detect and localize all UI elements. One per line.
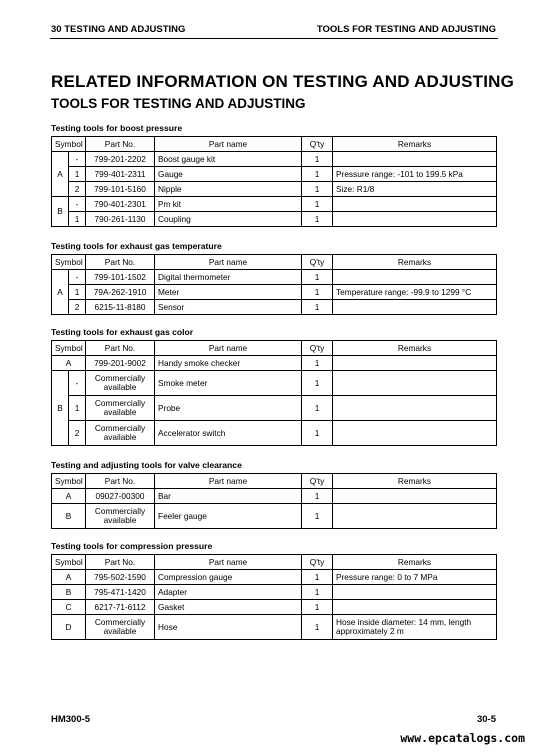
qty-cell: 1 <box>302 570 333 585</box>
qty-cell: 1 <box>302 152 333 167</box>
remarks-cell <box>333 396 497 421</box>
symbol-cell: A <box>52 152 69 197</box>
remarks-cell <box>333 212 497 227</box>
symbol-cell: A <box>52 570 86 585</box>
qty-cell: 1 <box>302 504 333 529</box>
remarks-cell <box>333 585 497 600</box>
col-part-name: Part name <box>155 255 302 270</box>
qty-cell: 1 <box>302 421 333 446</box>
part-no-cell: 6215-11-8180 <box>86 300 155 315</box>
table-row <box>52 285 497 300</box>
col-remarks: Remarks <box>333 137 497 152</box>
qty-cell: 1 <box>302 371 333 396</box>
table-row <box>52 489 497 504</box>
header-rule <box>50 38 498 39</box>
sub-number-cell: 1 <box>69 167 86 182</box>
table-compression-pressure <box>51 554 497 640</box>
col-remarks: Remarks <box>333 474 497 489</box>
table-row <box>52 167 497 182</box>
part-name-cell: Nipple <box>155 182 302 197</box>
col-part-name: Part name <box>155 555 302 570</box>
part-no-cell: 79A-262-1910 <box>86 285 155 300</box>
col-symbol: Symbol <box>52 474 86 489</box>
part-no-cell: 799-101-1502 <box>86 270 155 285</box>
section-title-exhaust-color: Testing tools for exhaust gas color <box>51 327 194 337</box>
qty-cell: 1 <box>302 197 333 212</box>
qty-cell: 1 <box>302 182 333 197</box>
part-no-cell: Commercially available <box>86 421 155 446</box>
sub-number-cell: - <box>69 197 86 212</box>
table-header-row <box>52 255 497 270</box>
part-no-cell: Commercially available <box>86 504 155 529</box>
table-row <box>52 396 497 421</box>
part-name-cell: Meter <box>155 285 302 300</box>
sub-number-cell: - <box>69 152 86 167</box>
sub-number-cell: 1 <box>69 285 86 300</box>
col-qty: Q'ty <box>302 255 333 270</box>
part-name-cell: Sensor <box>155 300 302 315</box>
part-name-cell: Compression gauge <box>155 570 302 585</box>
part-no-cell: 790-261-1130 <box>86 212 155 227</box>
part-no-cell: 790-401-2301 <box>86 197 155 212</box>
col-qty: Q'ty <box>302 555 333 570</box>
part-no-cell: 799-201-2202 <box>86 152 155 167</box>
col-qty: Q'ty <box>302 474 333 489</box>
table-row <box>52 270 497 285</box>
remarks-cell <box>333 504 497 529</box>
part-name-cell: Probe <box>155 396 302 421</box>
sub-number-cell: - <box>69 371 86 396</box>
remarks-cell <box>333 600 497 615</box>
col-part-name: Part name <box>155 474 302 489</box>
section-title-valve-clearance: Testing and adjusting tools for valve clearance <box>51 460 242 470</box>
part-no-cell: Commercially available <box>86 371 155 396</box>
part-no-cell: 795-471-1420 <box>86 585 155 600</box>
table-header-row <box>52 137 497 152</box>
watermark-link[interactable]: www.epcatalogs.com <box>400 731 525 745</box>
footer-page-number: 30-5 <box>476 714 496 725</box>
part-no-cell: 799-401-2311 <box>86 167 155 182</box>
page-subtitle: TOOLS FOR TESTING AND ADJUSTING <box>51 96 306 111</box>
symbol-cell: B <box>52 197 69 227</box>
remarks-cell: Hose inside diameter: 14 mm, length approximately 2 m <box>333 615 497 640</box>
symbol-cell: A <box>52 356 86 371</box>
remarks-cell <box>333 197 497 212</box>
col-symbol: Symbol <box>52 255 86 270</box>
col-symbol: Symbol <box>52 137 86 152</box>
part-name-cell: Hose <box>155 615 302 640</box>
table-header-row <box>52 341 497 356</box>
part-name-cell: Digital thermometer <box>155 270 302 285</box>
col-remarks: Remarks <box>333 341 497 356</box>
col-part-no: Part No. <box>86 137 155 152</box>
table-row <box>52 182 497 197</box>
part-name-cell: Boost gauge kit <box>155 152 302 167</box>
table-exhaust-temperature <box>51 254 497 315</box>
part-name-cell: Handy smoke checker <box>155 356 302 371</box>
qty-cell: 1 <box>302 600 333 615</box>
table-header-row <box>52 474 497 489</box>
table-row <box>52 356 497 371</box>
remarks-cell <box>333 270 497 285</box>
qty-cell: 1 <box>302 270 333 285</box>
table-row <box>52 421 497 446</box>
qty-cell: 1 <box>302 396 333 421</box>
section-title-boost-pressure: Testing tools for boost pressure <box>51 123 183 133</box>
table-row <box>52 585 497 600</box>
remarks-cell <box>333 371 497 396</box>
part-name-cell: Gauge <box>155 167 302 182</box>
symbol-cell: B <box>52 371 69 446</box>
table-row <box>52 504 497 529</box>
table-row <box>52 600 497 615</box>
symbol-cell: A <box>52 489 86 504</box>
part-no-cell: Commercially available <box>86 396 155 421</box>
sub-number-cell: 2 <box>69 421 86 446</box>
col-qty: Q'ty <box>302 341 333 356</box>
section-title-exhaust-temperature: Testing tools for exhaust gas temperature <box>51 241 222 251</box>
col-remarks: Remarks <box>333 555 497 570</box>
remarks-cell <box>333 356 497 371</box>
remarks-cell <box>333 300 497 315</box>
remarks-cell <box>333 489 497 504</box>
table-row <box>52 300 497 315</box>
qty-cell: 1 <box>302 300 333 315</box>
table-row <box>52 212 497 227</box>
symbol-cell: C <box>52 600 86 615</box>
qty-cell: 1 <box>302 212 333 227</box>
table-row <box>52 570 497 585</box>
symbol-cell: A <box>52 270 69 315</box>
table-row <box>52 197 497 212</box>
section-title-compression-pressure: Testing tools for compression pressure <box>51 541 213 551</box>
remarks-cell: Pressure range: 0 to 7 MPa <box>333 570 497 585</box>
col-part-no: Part No. <box>86 474 155 489</box>
symbol-cell: B <box>52 504 86 529</box>
page-title: RELATED INFORMATION ON TESTING AND ADJUSTING <box>51 72 515 91</box>
qty-cell: 1 <box>302 489 333 504</box>
sub-number-cell: 1 <box>69 396 86 421</box>
col-part-name: Part name <box>155 341 302 356</box>
remarks-cell: Temperature range: -99.9 to 1299 °C <box>333 285 497 300</box>
part-name-cell: Bar <box>155 489 302 504</box>
qty-cell: 1 <box>302 585 333 600</box>
part-name-cell: Adapter <box>155 585 302 600</box>
footer-model: HM300-5 <box>51 714 91 725</box>
col-symbol: Symbol <box>52 555 86 570</box>
remarks-cell: Pressure range: -101 to 199.5 kPa <box>333 167 497 182</box>
qty-cell: 1 <box>302 167 333 182</box>
col-part-name: Part name <box>155 137 302 152</box>
col-symbol: Symbol <box>52 341 86 356</box>
col-part-no: Part No. <box>86 341 155 356</box>
symbol-cell: B <box>52 585 86 600</box>
header-section: TOOLS FOR TESTING AND ADJUSTING <box>316 24 496 35</box>
sub-number-cell: - <box>69 270 86 285</box>
part-no-cell: 799-201-9002 <box>86 356 155 371</box>
sub-number-cell: 2 <box>69 182 86 197</box>
table-row <box>52 615 497 640</box>
part-no-cell: Commercially available <box>86 615 155 640</box>
qty-cell: 1 <box>302 615 333 640</box>
table-header-row <box>52 555 497 570</box>
part-name-cell: Smoke meter <box>155 371 302 396</box>
sub-number-cell: 2 <box>69 300 86 315</box>
part-name-cell: Pm kit <box>155 197 302 212</box>
table-row <box>52 371 497 396</box>
part-no-cell: 6217-71-6112 <box>86 600 155 615</box>
col-remarks: Remarks <box>333 255 497 270</box>
table-row <box>52 152 497 167</box>
header-chapter: 30 TESTING AND ADJUSTING <box>51 24 186 35</box>
part-name-cell: Gasket <box>155 600 302 615</box>
part-no-cell: 795-502-1590 <box>86 570 155 585</box>
remarks-cell: Size: R1/8 <box>333 182 497 197</box>
part-name-cell: Coupling <box>155 212 302 227</box>
table-exhaust-color <box>51 340 497 446</box>
table-valve-clearance <box>51 473 497 529</box>
part-no-cell: 09027-00300 <box>86 489 155 504</box>
part-name-cell: Accelerator switch <box>155 421 302 446</box>
col-part-no: Part No. <box>86 255 155 270</box>
symbol-cell: D <box>52 615 86 640</box>
qty-cell: 1 <box>302 285 333 300</box>
qty-cell: 1 <box>302 356 333 371</box>
col-qty: Q'ty <box>302 137 333 152</box>
table-boost-pressure <box>51 136 497 227</box>
part-no-cell: 799-101-5160 <box>86 182 155 197</box>
sub-number-cell: 1 <box>69 212 86 227</box>
col-part-no: Part No. <box>86 555 155 570</box>
part-name-cell: Feeler gauge <box>155 504 302 529</box>
remarks-cell <box>333 421 497 446</box>
remarks-cell <box>333 152 497 167</box>
